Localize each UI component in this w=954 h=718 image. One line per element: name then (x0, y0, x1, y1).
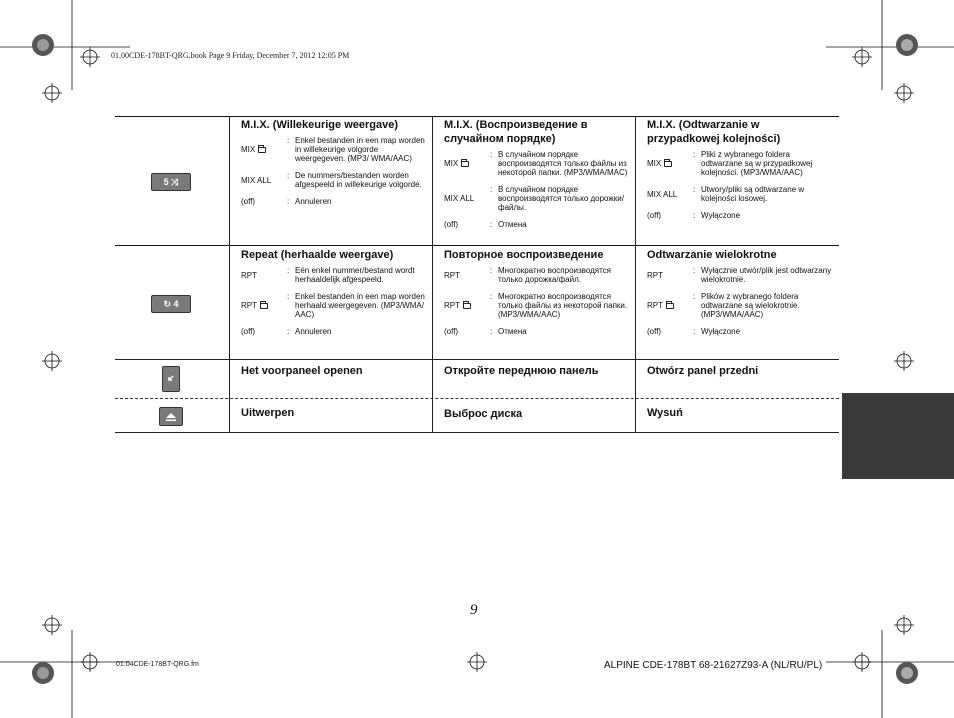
list-item: RPT : Многократно воспроизводятся только файлы из некоторой папки. (MP3/WMA/AAC) (444, 292, 630, 319)
entry-value: В случайном порядке воспроизводятся только файлы из некоторой папки. (MP3/WMA/MAC) (498, 150, 628, 177)
folder-icon (461, 161, 469, 167)
open-panel-ru-cell (444, 364, 630, 382)
entry-key: (off) (647, 211, 662, 220)
entry-value: Wyłączone (701, 211, 741, 220)
entry-key: RPT (444, 301, 460, 310)
footer-file-name: 01.04CDE-178BT-QRG.fm (116, 661, 199, 668)
list-item: MIX : Pliki z wybranego foldera odtwarzane są w przypadkowej kolejności. (MP3/WMA/AAC) (647, 150, 833, 177)
entry-key: MIX (647, 159, 662, 168)
cell-title: Otwórz panel przedni (647, 365, 759, 377)
entry-key: MIX (241, 145, 256, 154)
cell-title: Откройте переднюю панель (444, 365, 599, 377)
list-item: MIX ALL : В случайном порядке воспроизводятся только дорожки/файлы. (444, 185, 630, 212)
entry-key: (off) (647, 327, 662, 336)
cell-title: Het voorpaneel openen (241, 365, 363, 377)
list-item: (off) : Отмена (444, 220, 630, 229)
folder-icon (260, 303, 268, 309)
eject-ru-cell (444, 407, 630, 425)
list-item: MIX : Enkel bestanden in een map worden in willekeurige volgorde weergegeven. (MP3/ WMA/AAC) (241, 136, 427, 163)
list-item: (off) : Wyłączone (647, 211, 833, 220)
mix-pl-cell (647, 118, 833, 228)
list-item: MIX ALL : De nummers/bestanden worden afgespeeld in willekeurige volgorde. (241, 171, 427, 189)
entry-key: RPT (444, 270, 460, 280)
folder-icon (258, 147, 266, 153)
entry-value: Wyłącznie utwór/plik jest odtwarzany wielokrotnie. (701, 266, 832, 284)
list-item: (off) : Annuleren (241, 327, 427, 336)
open-front-panel-icon (162, 366, 180, 392)
list-item: RPT : Eén enkel nummer/bestand wordt herhaaldelijk afgespeeld. (241, 266, 427, 284)
entry-key: (off) (444, 220, 459, 229)
entry-value: Annuleren (295, 327, 332, 336)
entry-value: Отмена (498, 220, 527, 229)
open-panel-nl-cell (241, 364, 427, 382)
list-item: MIX ALL : Utwory/pliki są odtwarzane w kolejności losowej. (647, 185, 833, 203)
entry-key: RPT (241, 301, 257, 310)
list-item: (off) : Wyłączone (647, 327, 833, 336)
column-divider (635, 116, 636, 432)
repeat-ru-cell (444, 248, 630, 344)
entry-value: Enkel bestanden in een map worden in willekeurige volgorde weergegeven. (MP3/ WMA/AAC) (295, 136, 425, 163)
mix-button-label: 5 ⤨ (163, 176, 179, 187)
repeat-button-label: ↻ 4 (163, 298, 179, 309)
list-item: (off) : Отмена (444, 327, 630, 336)
row-divider (115, 245, 839, 246)
eject-pl-cell (647, 406, 833, 424)
entry-key: RPT (647, 301, 663, 310)
row-divider (115, 359, 839, 360)
cell-title: M.I.X. (Воспроизведение в случайном порядке) (444, 119, 588, 145)
entry-value: Pliki z wybranego foldera odtwarzane są w przypadkowej kolejności. (MP3/WMA/AAC) (701, 150, 813, 177)
entry-value: Enkel bestanden in een map worden herhaald weergegeven. (MP3/WMA/ AAC) (295, 292, 425, 319)
entry-value: Wyłączone (701, 327, 741, 336)
cell-title: Повторное воспроизведение (444, 249, 604, 261)
mix-shuffle-button-icon (151, 173, 191, 191)
list-item: RPT : Plików z wybranego foldera odtwarzane są wielokrotnie. (MP3/WMA/AAC) (647, 292, 833, 319)
entry-value: Многократно воспроизводятся только файлы из некоторой папки. (MP3/WMA/AAC) (498, 292, 628, 319)
folder-icon (463, 303, 471, 309)
entry-value: Eén enkel nummer/bestand wordt herhaaldelijk afgespeeld. (295, 266, 415, 284)
entry-key: MIX (444, 159, 459, 168)
list-item: (off) : Annuleren (241, 197, 427, 206)
entry-value: В случайном порядке воспроизводятся только дорожки/файлы. (498, 185, 624, 212)
entry-value: Plików z wybranego foldera odtwarzane są wielokrotnie. (MP3/WMA/AAC) (701, 292, 800, 319)
entry-key: (off) (444, 327, 459, 336)
entry-key: (off) (241, 197, 256, 206)
table-bottom-rule (115, 432, 839, 433)
row-divider-dashed (115, 398, 839, 399)
repeat-nl-cell (241, 248, 427, 344)
list-item: RPT : Wyłącznie utwór/plik jest odtwarzany wielokrotnie. (647, 266, 832, 284)
table-top-rule (115, 116, 839, 117)
cell-title: Repeat (herhaalde weergave) (241, 249, 394, 261)
entry-key: MIX ALL (647, 189, 678, 199)
entry-key: MIX ALL (241, 175, 272, 185)
entry-value: Многократно воспроизводятся только дорожка/файл. (498, 266, 612, 284)
entry-key: MIX ALL (444, 194, 475, 203)
cell-title: M.I.X. (Willekeurige weergave) (241, 119, 399, 131)
column-divider (432, 116, 433, 432)
file-info-header: 01.00CDE-178BT-QRG.book Page 9 Friday, December 7, 2012 12:05 PM (111, 51, 350, 60)
footer-model-info: ALPINE CDE-178BT 68-21627Z93-A (NL/RU/PL) (604, 660, 823, 671)
open-panel-pl-cell (647, 364, 833, 382)
mix-ru-cell (444, 118, 630, 237)
eject-icon (159, 407, 183, 426)
entry-key: (off) (241, 327, 256, 336)
page-number: 9 (470, 602, 478, 618)
cell-title: Uitwerpen (241, 407, 295, 419)
list-item: RPT : Enkel bestanden in een map worden herhaald weergegeven. (MP3/WMA/ AAC) (241, 292, 427, 319)
list-item: RPT : Многократно воспроизводятся только дорожка/файл. (444, 266, 630, 284)
entry-key: RPT (647, 270, 663, 280)
cell-title: Wysuń (647, 407, 683, 419)
cell-title: Выброс диска (444, 408, 523, 420)
entry-value: Utwory/pliki są odtwarzane w kolejności losowej. (701, 185, 805, 203)
folder-icon (664, 161, 672, 167)
cell-title: M.I.X. (Odtwarzanie w przypadkowej kolejności) (647, 119, 781, 145)
list-item: MIX : В случайном порядке воспроизводятся только файлы из некоторой папки. (MP3/WMA/MAC) (444, 150, 630, 177)
column-divider (229, 116, 230, 432)
entry-value: De nummers/bestanden worden afgespeeld in willekeurige volgorde. (295, 171, 422, 189)
cell-title: Odtwarzanie wielokrotne (647, 249, 777, 261)
section-tab (842, 393, 954, 479)
folder-icon (666, 303, 674, 309)
entry-key: RPT (241, 270, 257, 280)
entry-value: Annuleren (295, 197, 332, 206)
repeat-pl-cell (647, 248, 833, 344)
entry-value: Отмена (498, 327, 527, 336)
repeat-button-icon (151, 295, 191, 313)
mix-nl-cell (241, 118, 427, 214)
eject-nl-cell (241, 406, 427, 424)
